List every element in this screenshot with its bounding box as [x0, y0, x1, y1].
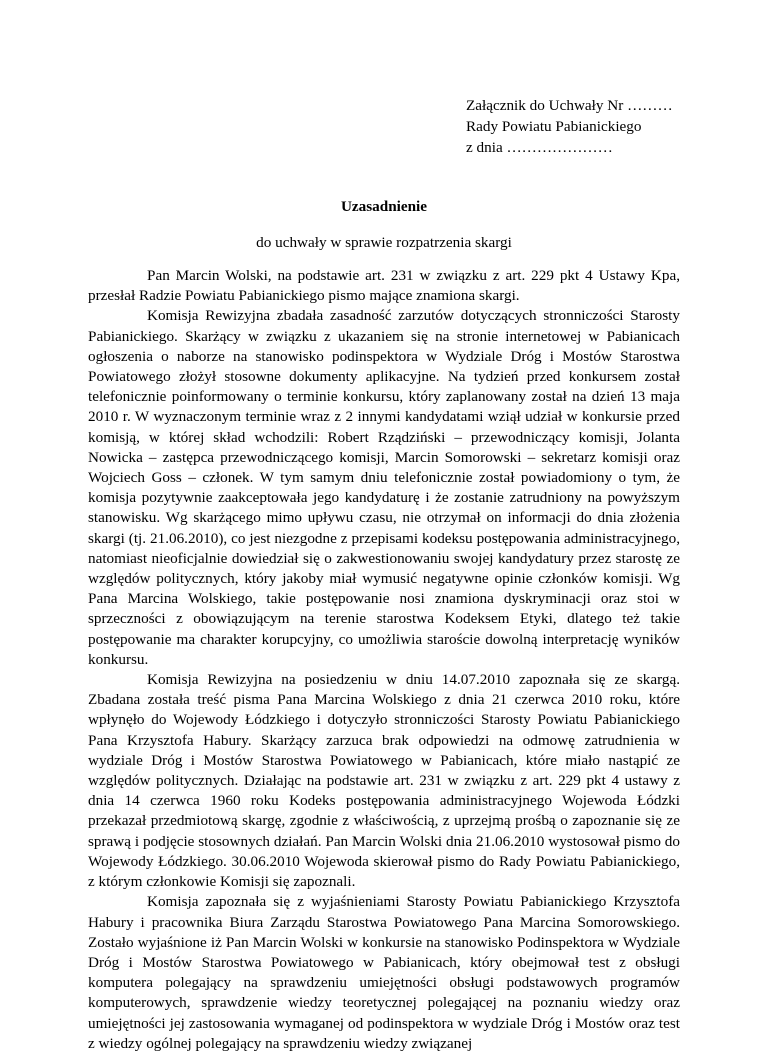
paragraph-explanations: Komisja zapoznała się z wyjaśnieniami Starosty Powiatu Pabianickiego Krzysztofa Habury i pracownika Biura Zarządu Starostwa Powiatowego Pana Marcina Somorowskiego. Zostało wyjaśnione iż Pan Marcin Wolski w konkursie na stanowisko Podinspektora w Wydziale Dróg i Mostów Starostwa Powiatowego w Pabianicach, który obejmował test z obsługi komputera polegający na sprawdzeniu umiejętności obsługi podstawowych programów komputerowych, sprawdzenie wiedzy teoretycznej polegającej na poznaniu wiedzy oraz umiejętności jej zastosowania wymaganej od podinspektora w wydziale Dróg i Mostów oraz test z wiedzy ogólnej polegający na sprawdzeniu wiedzy związanej — [88, 893, 680, 1052]
annex-header — [466, 95, 673, 158]
annex-line-date: z dnia ………………… — [466, 139, 613, 156]
paragraph-commission-examination: Komisja Rewizyjna zbadała zasadność zarzutów dotyczących stronniczości Starosty Pabianickiego. Skarżący w związku z ukazaniem się na stronie internetowej w Pabianicach ogłoszenia o naborze na stanowisko podinspektora w Wydziale Dróg i Mostów Starostwa Powiatowego złożył stosowne dokumenty aplikacyjne. Na tydzień przed konkursem został telefonicznie poinformowany o terminie konkursu, który zaplanowany został na dzień 13 maja 2010 r. W wyznaczonym terminie wraz z 2 innymi kandydatami wziął udział w konkursie przed komisją, w której skład wchodzili: Robert Rządziński – przewodniczący komisji, Jolanta Nowicka – zastępca przewodniczącego komisji, Marcin Somorowski – sekretarz komisji oraz Wojciech Goss – członek. W tym samym dniu telefonicznie został powiadomiony o tym, że komisja pozytywnie zaakceptowała jego kandydaturę i że zostanie zatrudniony na powyższym stanowisku. Wg skarżącego mimo upływu czasu, nie otrzymał on informacji do dnia złożenia skargi (tj. 21.06.2010), co jest niezgodne z przepisami kodeksu postępowania administracyjnego, natomiast nieoficjalnie dowiedział się o zakwestionowaniu swojej kandydatury przez starostę ze względów politycznych, który jakoby miał wymusić negatywne opinie członków komisji. Wg Pana Marcina Wolskiego, takie postępowanie nosi znamiona dyskryminacji oraz stoi w sprzeczności z obowiązującym na terenie starostwa Kodeksem Etyki, dlatego też takie postępowanie ma charakter korupcyjny, co umożliwia staroście dowolną interpretację wyników konkursu. — [88, 307, 680, 668]
annex-line-council: Rady Powiatu Pabianickiego — [466, 118, 642, 135]
document-title: Uzasadnienie — [340, 198, 428, 215]
paragraph-commission-meeting: Komisja Rewizyjna na posiedzeniu w dniu 14.07.2010 zapoznała się ze skargą. Zbadana została treść pisma Pana Marcina Wolskiego z dnia 21 czerwca 2010 roku, które wpłynęło do Wojewody Łódzkiego i dotyczyło stronniczości Starosty Powiatu Pabianickiego Pana Krzysztofa Habury. Skarżący zarzuca brak odpowiedzi na odmowę zatrudnienia w wydziale Dróg i Mostów Starostwa Powiatowego w Pabianicach, które miało nastąpić ze względów politycznych. Działając na podstawie art. 231 w związku z art. 229 pkt 4 ustawy z dnia 14 czerwca 1960 roku Kodeks postępowania administracyjnego Wojewoda Łódzki przekazał przedmiotową skargę, zgodnie z właściwością, z uprzejmą prośbą o zapoznanie się ze sprawą i podjęcie stosownych działań. Pan Marcin Wolski dnia 21.06.2010 wystosował pismo do Wojewody Łódzkiego. 30.06.2010 Wojewoda skierował pismo do Rady Powiatu Pabianickiego, z którym członkowie Komisji się zapoznali. — [88, 671, 680, 891]
paragraph-complaint-intro: Pan Marcin Wolski, na podstawie art. 231 w związku z art. 229 pkt 4 Ustawy Kpa, przesłał Radzie Powiatu Pabianickiego pismo mające znamiona skargi. — [88, 267, 680, 305]
document-subtitle: do uchwały w sprawie rozpatrzenia skargi — [256, 234, 512, 251]
annex-line-resolution: Załącznik do Uchwały Nr ……… — [466, 97, 673, 114]
document-body — [88, 266, 680, 1054]
